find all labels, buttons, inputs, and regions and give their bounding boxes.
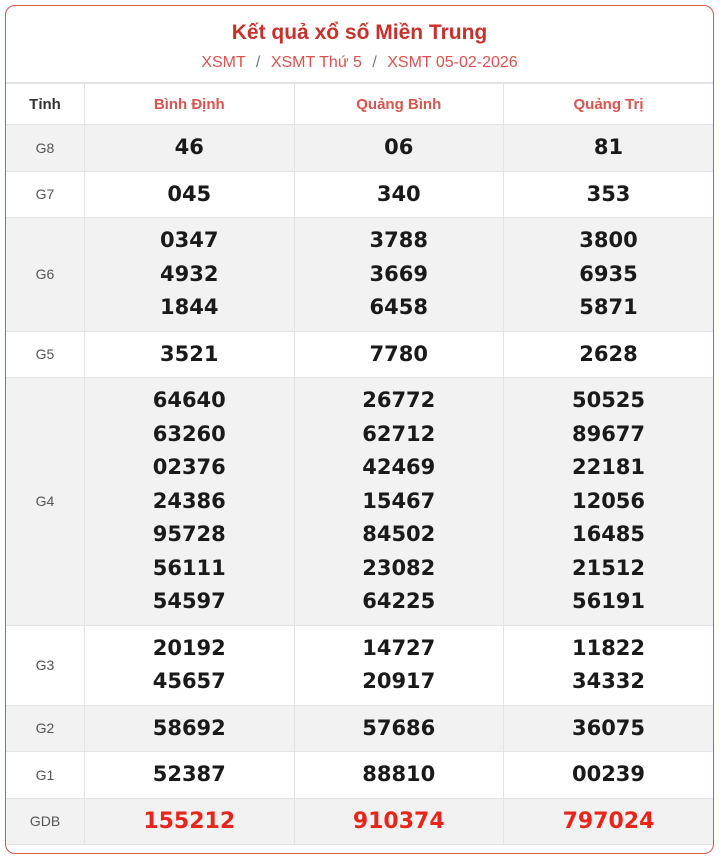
table-row [6, 705, 713, 752]
result-cell [504, 378, 714, 626]
result-cell [504, 705, 714, 752]
prize-number: 02376 [152, 455, 226, 479]
prize-number: 16485 [571, 522, 646, 546]
table-row [6, 125, 713, 172]
prize-number: 3788 [369, 228, 428, 252]
results-table [6, 83, 713, 845]
prize-number: 21512 [571, 555, 646, 580]
prize-number: 24386 [152, 488, 226, 513]
prize-number: 95728 [152, 522, 226, 546]
prize-label: G7 [6, 171, 85, 218]
breadcrumb-link-xsmt[interactable]: XSMT [201, 54, 246, 71]
results-card [5, 5, 714, 854]
result-cell [85, 125, 295, 172]
prize-number: 2628 [579, 341, 638, 366]
result-cell [504, 218, 714, 332]
result-cell [294, 705, 504, 752]
result-cell [85, 171, 295, 218]
result-cell [294, 625, 504, 705]
result-cell [85, 331, 295, 378]
column-header-province[interactable]: Bình Định [85, 84, 295, 125]
prize-number: 84502 [362, 522, 436, 546]
prize-label: G4 [6, 378, 85, 626]
table-row [6, 798, 713, 845]
result-cell [294, 125, 504, 172]
prize-number: 11822 [571, 635, 646, 660]
table-header-row [6, 84, 713, 125]
prize-label: GDB [6, 798, 85, 845]
result-cell [504, 798, 714, 845]
result-cell [85, 625, 295, 705]
table-row [6, 218, 713, 332]
prize-number: 1844 [160, 295, 219, 319]
result-cell [294, 798, 504, 845]
column-header-province[interactable]: Quảng Bình [294, 84, 504, 125]
prize-label: G1 [6, 752, 85, 799]
table-row [6, 625, 713, 705]
result-cell [85, 378, 295, 626]
prize-number: 23082 [362, 555, 436, 580]
prize-number: 15467 [362, 488, 436, 513]
prize-label: G6 [6, 218, 85, 332]
result-cell [294, 331, 504, 378]
prize-number: 06 [384, 135, 414, 159]
prize-number: 3669 [369, 261, 428, 286]
prize-number: 045 [167, 181, 212, 206]
result-cell [294, 752, 504, 799]
prize-number: 20917 [362, 669, 436, 693]
breadcrumb-separator: / [372, 54, 377, 71]
result-cell [294, 218, 504, 332]
special-prize-number: 155212 [143, 808, 236, 834]
prize-number: 20192 [152, 635, 226, 660]
breadcrumb [6, 53, 713, 73]
table-row [6, 378, 713, 626]
prize-number: 46 [174, 135, 204, 159]
prize-number: 45657 [152, 669, 226, 693]
prize-number: 42469 [362, 455, 436, 479]
page-title: Kết quả xổ số Miền Trung [231, 21, 488, 44]
prize-number: 56191 [571, 589, 646, 613]
result-cell [85, 218, 295, 332]
prize-number: 6458 [369, 295, 428, 319]
prize-number: 63260 [152, 421, 226, 446]
prize-number: 62712 [362, 421, 436, 446]
prize-number: 56111 [152, 555, 226, 580]
prize-number: 52387 [152, 762, 226, 786]
breadcrumb-link-xsmt-thu5[interactable]: XSMT Thứ 5 [270, 54, 362, 71]
prize-number: 0347 [160, 228, 219, 252]
result-cell [504, 331, 714, 378]
prize-number: 64640 [152, 388, 226, 412]
result-cell [294, 378, 504, 626]
prize-number: 14727 [362, 635, 436, 660]
prize-number: 57686 [362, 715, 436, 740]
prize-number: 7780 [369, 341, 428, 366]
prize-number: 22181 [571, 455, 646, 479]
prize-number: 88810 [362, 762, 436, 786]
prize-number: 54597 [152, 589, 226, 613]
breadcrumb-link-xsmt-date[interactable]: XSMT 05-02-2026 [387, 54, 518, 71]
prize-number: 89677 [571, 421, 646, 446]
prize-label: G5 [6, 331, 85, 378]
special-prize-number: 910374 [352, 808, 445, 834]
prize-number: 50525 [571, 388, 646, 412]
special-prize-number: 797024 [562, 808, 655, 834]
result-cell [504, 752, 714, 799]
result-cell [85, 752, 295, 799]
result-cell [85, 705, 295, 752]
prize-number: 64225 [362, 589, 436, 613]
prize-number: 353 [586, 181, 631, 206]
prize-number: 00239 [571, 762, 646, 786]
result-cell [294, 171, 504, 218]
prize-number: 4932 [160, 261, 219, 286]
prize-label: G3 [6, 625, 85, 705]
prize-label: G2 [6, 705, 85, 752]
column-header-province[interactable]: Quảng Trị [504, 84, 714, 125]
result-cell [504, 171, 714, 218]
prize-number: 12056 [571, 488, 646, 513]
prize-label: G8 [6, 125, 85, 172]
prize-number: 81 [593, 135, 624, 159]
prize-number: 6935 [579, 261, 638, 286]
prize-number: 26772 [362, 388, 436, 412]
results-header [6, 6, 713, 83]
prize-number: 5871 [579, 295, 638, 319]
column-header-tinh: Tỉnh [6, 84, 85, 125]
result-cell [504, 625, 714, 705]
prize-number: 36075 [571, 715, 646, 740]
table-row [6, 752, 713, 799]
breadcrumb-separator: / [255, 54, 261, 71]
prize-number: 340 [376, 181, 421, 206]
prize-number: 34332 [571, 669, 646, 693]
result-cell [85, 798, 295, 845]
prize-number: 3800 [579, 228, 638, 252]
table-row [6, 331, 713, 378]
prize-number: 3521 [160, 341, 219, 366]
result-cell [504, 125, 714, 172]
prize-number: 58692 [152, 715, 226, 740]
table-row [6, 171, 713, 218]
